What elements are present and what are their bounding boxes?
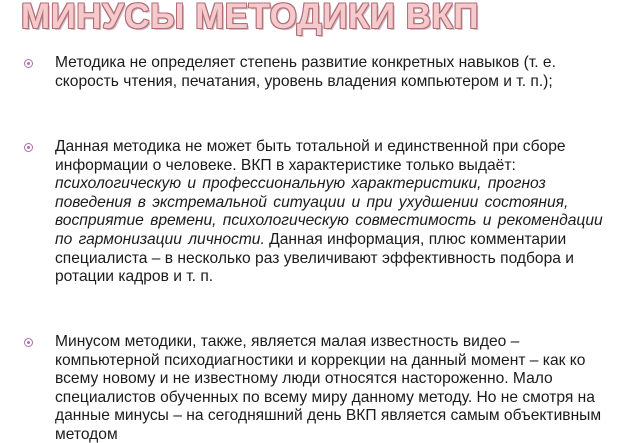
bullet-item-2 — [24, 138, 609, 287]
circle-dot-bullet-icon — [24, 143, 33, 152]
circle-dot-bullet-icon — [24, 338, 33, 347]
bullet-text-2-intro: Данная методика не может быть тотальной и единственной при сборе информации о человеке. ВКП в характеристике только выдаёт: — [55, 138, 566, 174]
circle-dot-bullet-icon — [24, 59, 33, 68]
slide-title: МИНУСЫ МЕТОДИКИ ВКП — [21, 0, 480, 36]
bullet-text-3: Минусом методики, также, является малая известность видео – компьютерной психодиагностики и коррекции на данный момент – как ко всему новому и не известному люди относятся настороженно. Мало специалистов обученных по всему миру данному методу. Но не смотря на данные минусы – на сегодняшний день ВКП является самым объективным методом — [55, 333, 602, 443]
bullet-text-1: Методика не определяет степень развитие конкретных навыков (т. е. скорость чтения, печатания, уровень владения компьютером и т. п.); — [55, 54, 556, 90]
bullet-text-2 — [55, 138, 608, 287]
bullet-text-2-italic: психологическую и профессиональную характеристики, прогноз поведения в экстремальной ситуации и при ухудшении состояния, восприятие времени, психологическую совместимость и рекомендации по гармонизации личности. — [55, 175, 603, 248]
bullet-item-3 — [24, 333, 609, 443]
bullet-text-2-outro: Данная информация, плюс комментарии специалиста – в несколько раз увеличивают эффективность подбора и ротации кадров и т. п. — [55, 230, 574, 286]
bullet-item-1 — [24, 54, 609, 91]
